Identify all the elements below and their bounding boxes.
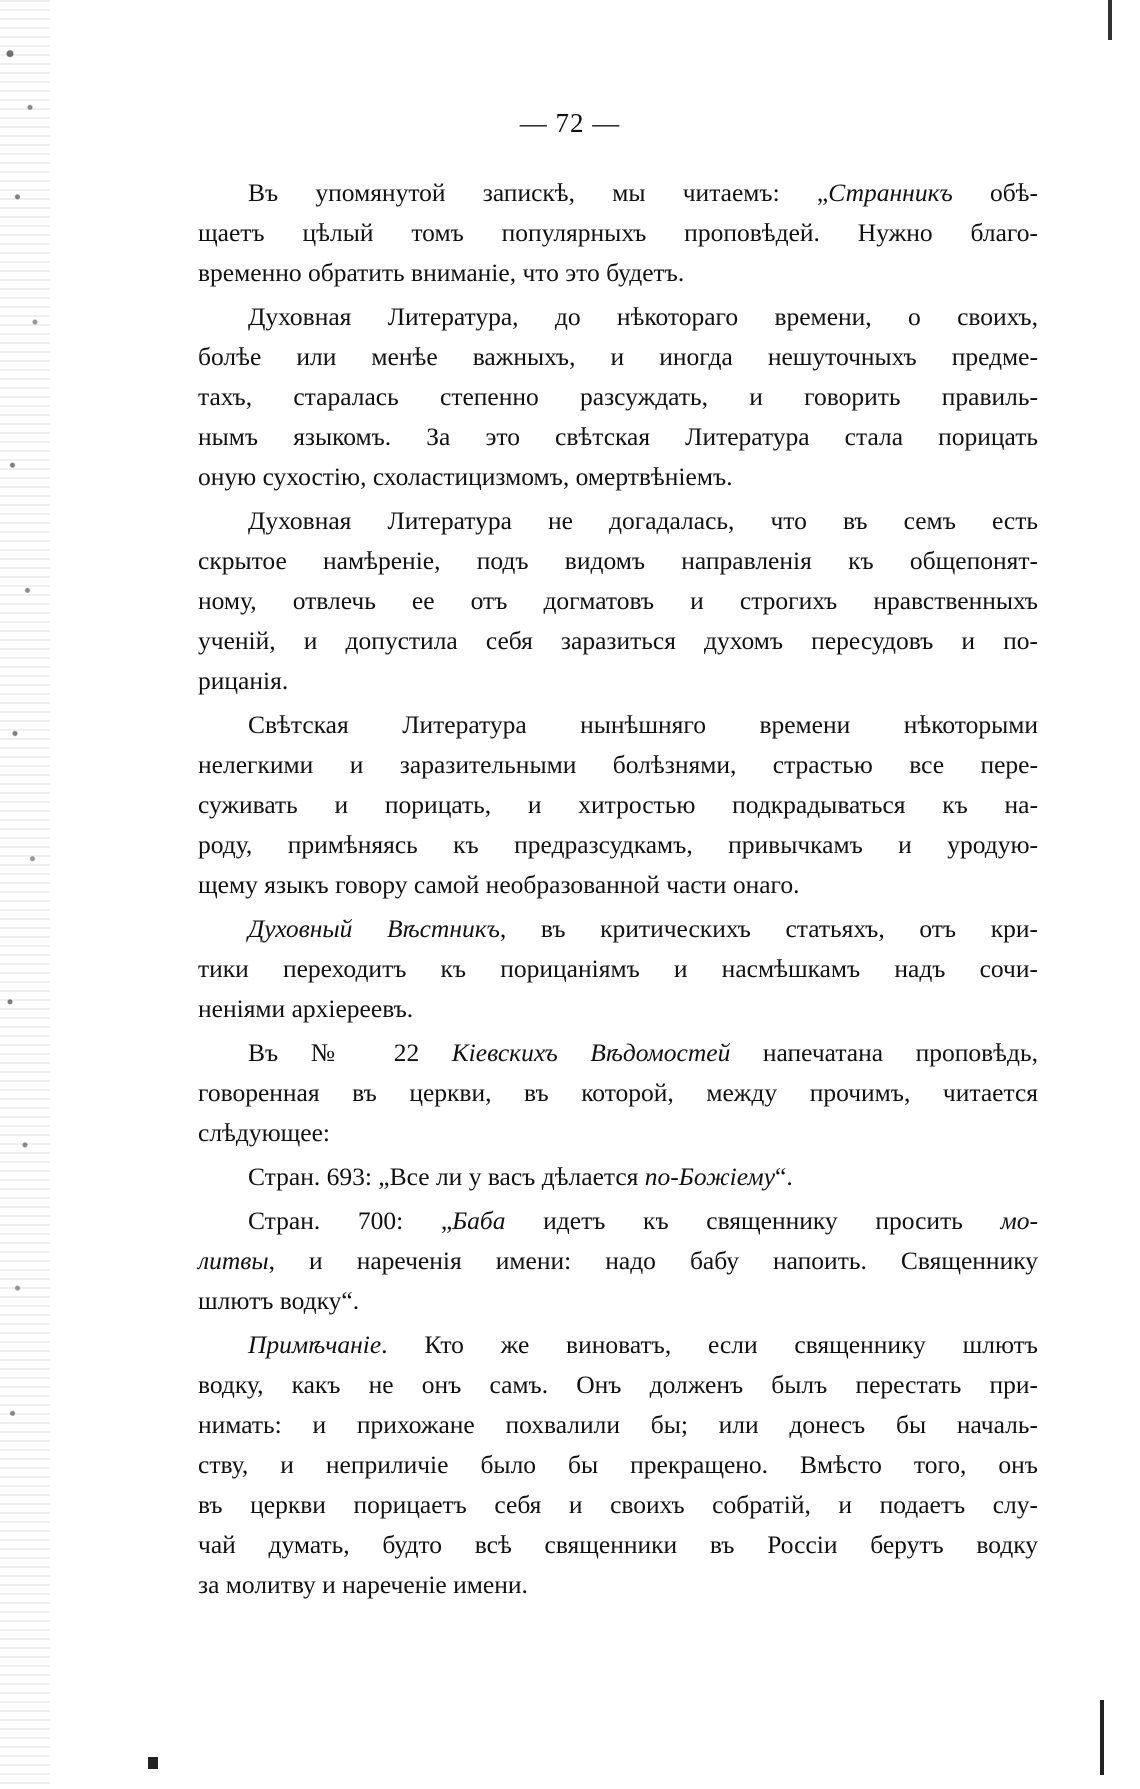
text-line [198,705,1038,745]
text-run: щему языкъ говору самой необразованной части онаго. [198,870,800,899]
text-run: Стран. 693: „Все ли у васъ дѣлается [248,1162,645,1191]
italic-text-run: литвы [198,1246,269,1275]
text-line [198,1525,1038,1565]
text-run: шлютъ водку“. [198,1286,360,1315]
text-run: за молитву и нареченіе имени. [198,1570,528,1599]
text-line [198,297,1038,337]
text-run: , въ критическихъ статьяхъ, отъ кри- [499,914,1039,943]
text-line [198,1565,1038,1605]
text-run: “. [775,1162,793,1191]
paragraph [198,705,1038,905]
text-line [198,337,1038,377]
text-run: Духовная Литература, до нѣкотораго времени, о своихъ, [248,302,1038,331]
italic-text-run: Духовный Вѣстникъ [248,914,500,943]
text-line [198,1157,1038,1197]
text-run: Въ № 22 [248,1038,452,1067]
scan-mark [148,1757,158,1769]
text-line [198,417,1038,457]
text-line [198,541,1038,581]
text-line [198,1073,1038,1113]
text-run: болѣе или менѣе важныхъ, и иногда нешуточныхъ предме- [198,342,1038,371]
paragraph [198,1325,1038,1605]
italic-text-run: Баба [452,1206,506,1235]
scan-mark [1108,0,1112,40]
text-run: ству, и неприличіе было бы прекращено. Вмѣсто того, онъ [198,1450,1038,1479]
text-line [198,1325,1038,1365]
page-body-text [198,173,1038,1609]
text-line [198,1485,1038,1525]
text-line [198,1365,1038,1405]
text-line [198,213,1038,253]
text-line [198,1445,1038,1485]
scan-mark [1100,1700,1104,1775]
text-run: рицанія. [198,666,289,695]
text-run: скрытое намѣреніе, подъ видомъ направленія къ общепонят- [198,546,1038,575]
paragraph [198,909,1038,1029]
text-run: Свѣтская Литература нынѣшняго времени нѣкоторыми [248,710,1038,739]
text-run: ученій, и допустила себя заразиться духомъ пересудовъ и по- [198,626,1038,655]
text-line [198,909,1038,949]
paragraph [198,173,1038,293]
scan-edge-artifacts [0,0,50,1789]
text-run: идетъ къ священнику просить [505,1206,1001,1235]
text-line [198,1405,1038,1445]
text-run: въ церкви порицаетъ себя и своихъ собратій, и подаетъ слу- [198,1490,1038,1519]
text-run: Въ упомянутой запискѣ, мы читаемъ: „ [248,178,829,207]
text-line [198,825,1038,865]
italic-text-run: Примѣчаніе [248,1330,382,1359]
paragraph [198,1157,1038,1197]
text-run: роду, примѣняясь къ предразсудкамъ, привычкамъ и уродую- [198,830,1038,859]
text-run: водку, какъ не онъ самъ. Онъ долженъ былъ перестать при- [198,1370,1038,1399]
text-run: Стран. 700: „ [248,1206,453,1235]
text-run: временно обратить вниманіе, что это будетъ. [198,258,685,287]
text-line [198,949,1038,989]
text-line [198,621,1038,661]
italic-text-run: Кіевскихъ Вѣдомостей [451,1038,731,1067]
text-run: нымъ языкомъ. За это свѣтская Литература стала порицать [198,422,1038,451]
page-number: — 72 — [519,108,621,138]
text-run: тахъ, старалась степенно разсуждать, и говорить правиль- [198,382,1038,411]
text-line [198,253,1038,293]
text-line [198,785,1038,825]
text-line [198,457,1038,497]
paragraph [198,501,1038,701]
italic-text-run: Странникъ [828,178,953,207]
paragraph [198,1033,1038,1153]
text-line [198,1201,1038,1241]
text-line [198,661,1038,701]
text-line [198,1033,1038,1073]
text-line [198,865,1038,905]
text-run: говоренная въ церкви, въ которой, между прочимъ, читается [198,1078,1038,1107]
text-run: тики переходитъ къ порицаніямъ и насмѣшкамъ надъ сочи- [198,954,1038,983]
text-line [198,1281,1038,1321]
text-line [198,745,1038,785]
text-run: оную сухостію, схоластицизмомъ, омертвѣніемъ. [198,462,733,491]
text-run: , и нареченія имени: надо бабу напоить. Священнику [268,1246,1038,1275]
text-run: суживать и порицать, и хитростью подкрадываться къ на- [198,790,1038,819]
text-line [198,1241,1038,1281]
text-run: чай думать, будто всѣ священники въ Россіи берутъ водку [198,1530,1038,1559]
text-run: напечатана проповѣдь, [730,1038,1038,1067]
paragraph [198,1201,1038,1321]
text-run: обѣ- [952,178,1039,207]
text-run: нелегкими и заразительными болѣзнями, страстью все пере- [198,750,1038,779]
text-line [198,173,1038,213]
text-line [198,377,1038,417]
text-line [198,501,1038,541]
text-run: . Кто же виноватъ, если священнику шлютъ [381,1330,1038,1359]
text-run: неніями архіереевъ. [198,994,414,1023]
paragraph [198,297,1038,497]
text-line [198,989,1038,1029]
text-run: слѣдующее: [198,1118,331,1147]
text-run: Духовная Литература не догадалась, что въ семъ есть [248,506,1038,535]
italic-text-run: мо- [1000,1206,1038,1235]
italic-text-run: по-Божіему [644,1162,776,1191]
text-run: нимать: и прихожане похвалили бы; или донесъ бы началь- [198,1410,1038,1439]
text-line [198,581,1038,621]
text-run: ному, отвлечь ее отъ догматовъ и строгихъ нравственныхъ [198,586,1038,615]
text-run: щаетъ цѣлый томъ популярныхъ проповѣдей. Нужно благо- [198,218,1038,247]
text-line [198,1113,1038,1153]
